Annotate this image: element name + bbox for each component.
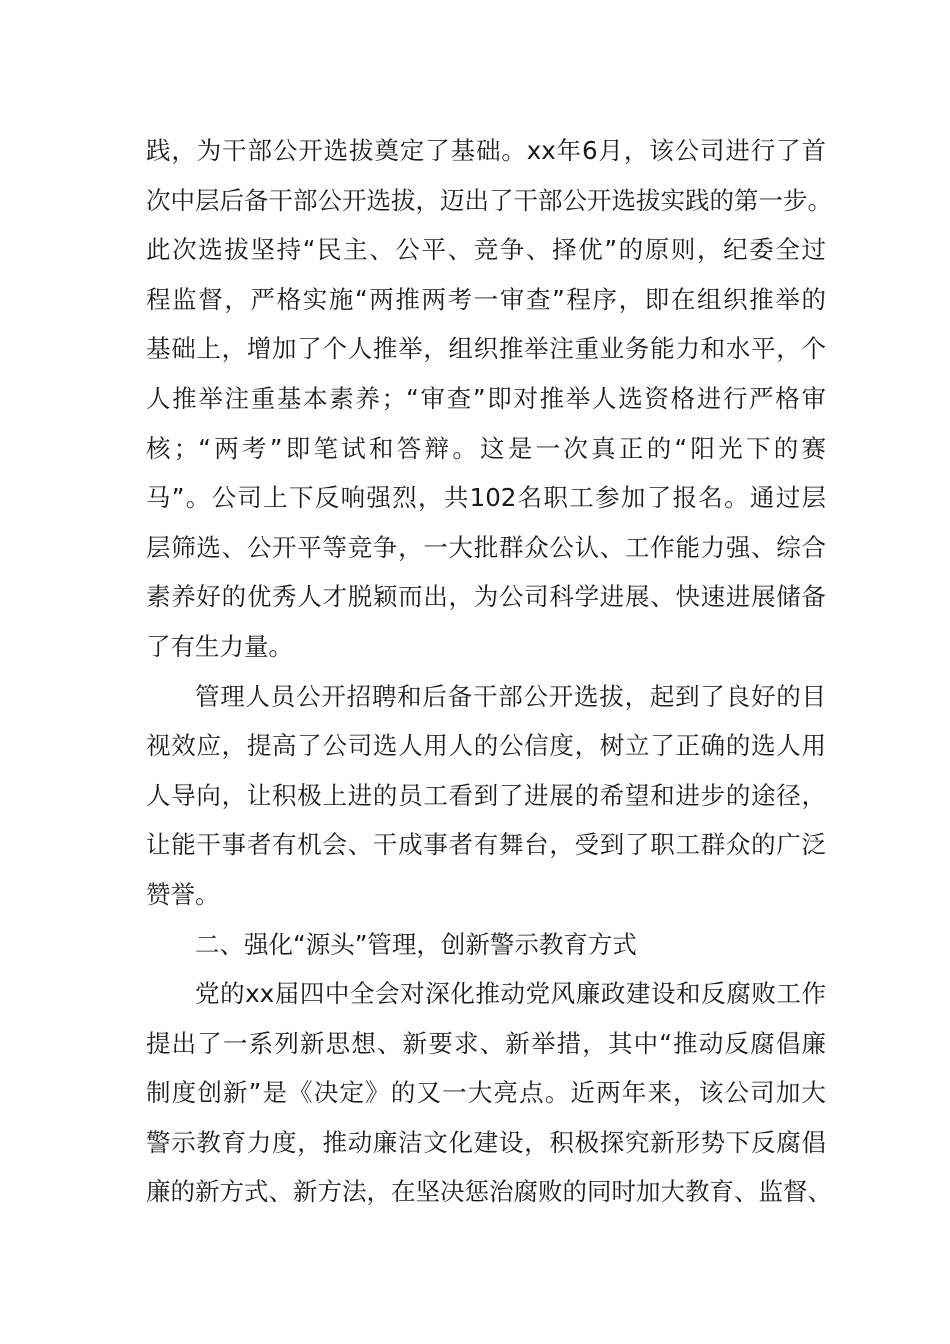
text-line: 赞誉。	[146, 879, 220, 909]
text-line: 层筛选、公开平等竞争，一大批群众公认、工作能力强、综合	[146, 532, 826, 562]
text-line: 核；“两考”即笔试和答辩。这是一次真正的“阳光下的赛	[146, 433, 826, 463]
text-line: 此次选拔坚持“民主、公平、竞争、择优”的原则，纪委全过	[146, 235, 826, 265]
text-line: 马”。公司上下反响强烈，共102名职工参加了报名。通过层	[146, 483, 826, 513]
text-line: 了有生力量。	[146, 631, 293, 661]
text-line: 践，为干部公开选拔奠定了基础。xx年6月，该公司进行了首	[146, 136, 826, 165]
document-body	[146, 126, 832, 1217]
text-line: 视效应，提高了公司选人用人的公信度，树立了正确的选人用	[146, 731, 826, 761]
section-heading: 二、强化“源头”管理，创新警示教育方式	[195, 929, 637, 959]
text-line: 廉的新方式、新方法，在坚决惩治腐败的同时加大教育、监督、	[146, 1177, 832, 1207]
text-line: 提出了一系列新思想、新要求、新举措，其中“推动反腐倡廉	[146, 1028, 826, 1058]
text-line: 警示教育力度，推动廉洁文化建设，积极探究新形势下反腐倡	[146, 1127, 826, 1157]
text-line: 人推举注重基本素养；“审查”即对推举人选资格进行严格审	[146, 383, 826, 413]
text-line: 基础上，增加了个人推举，组织推举注重业务能力和水平，个	[146, 334, 826, 364]
text-line: 党的xx届四中全会对深化推动党风廉政建设和反腐败工作	[195, 979, 826, 1009]
text-line: 人导向，让积极上进的员工看到了进展的希望和进步的途径，	[146, 780, 826, 810]
text-line: 素养好的优秀人才脱颖而出，为公司科学进展、快速进展储备	[146, 582, 826, 612]
text-line: 制度创新”是《决定》的又一大亮点。近两年来，该公司加大	[146, 1078, 826, 1108]
text-line: 让能干事者有机会、干成事者有舞台，受到了职工群众的广泛	[146, 830, 826, 860]
text-line: 管理人员公开招聘和后备干部公开选拔，起到了良好的目	[195, 681, 826, 711]
text-line: 程监督，严格实施“两推两考一审查”程序，即在组织推举的	[146, 284, 826, 314]
text-line: 次中层后备干部公开选拔，迈出了干部公开选拔实践的第一步。	[146, 185, 832, 215]
